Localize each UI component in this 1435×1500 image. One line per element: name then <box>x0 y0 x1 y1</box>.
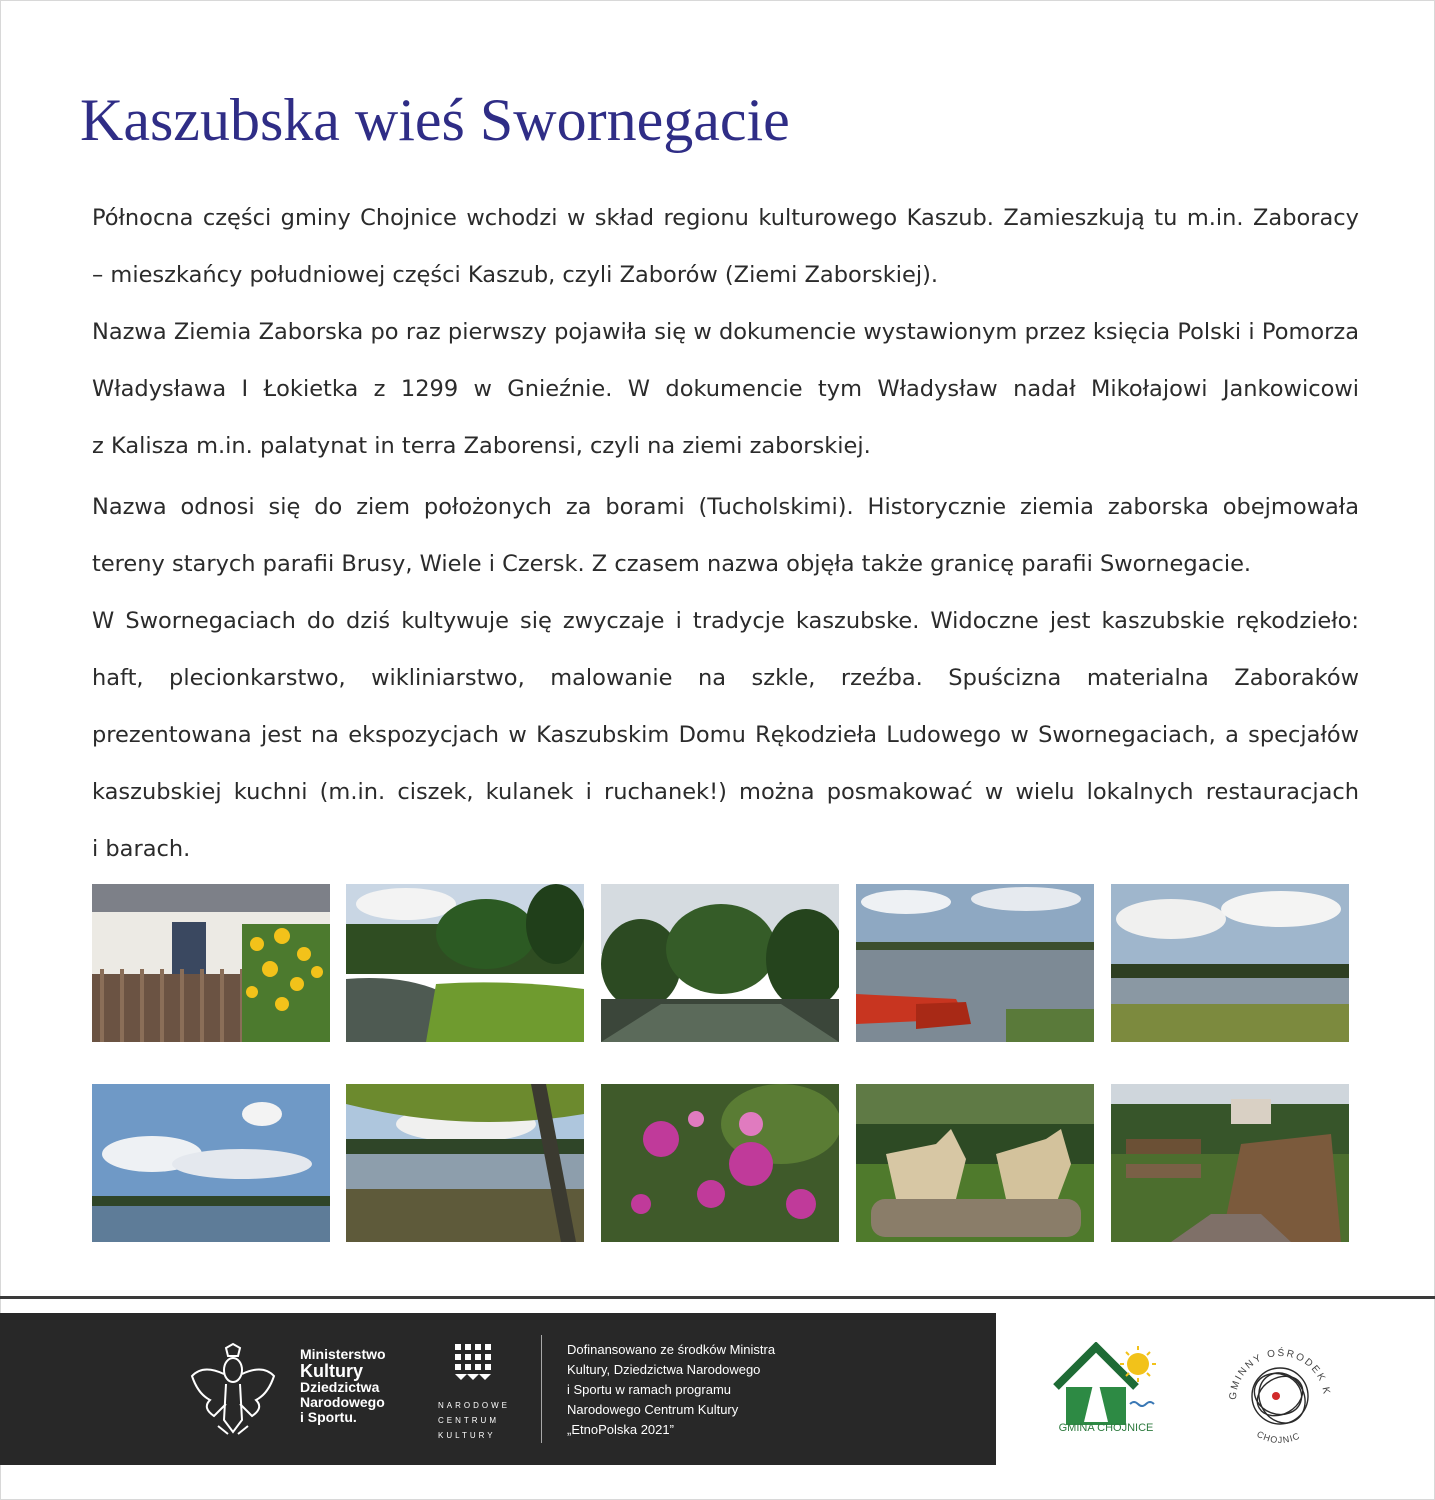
photo-lake-reeds <box>1111 884 1349 1042</box>
text-line: – mieszkańcy południowej części Kaszub, czyli Zaborów (Ziemi Zaborskiej). <box>92 262 939 288</box>
gmina-chojnice-logo <box>1046 1342 1166 1440</box>
funding-line: Narodowego Centrum Kultury <box>567 1402 739 1417</box>
gmina-logo-text: GMINA CHOJNICE <box>1058 1422 1154 1434</box>
nck-line: KULTURY <box>438 1431 496 1440</box>
funding-line: i Sportu w ramach programu <box>567 1382 732 1397</box>
photo-wooden-horses <box>856 1084 1094 1242</box>
text-line: tereny starych parafii Brusy, Wiele i Czersk. Z czasem nazwa objęła także granicę parafii Swornegacie. <box>92 551 1252 577</box>
photo-lake-kayaks <box>856 884 1094 1042</box>
ministry-line: i Sportu. <box>300 1409 357 1425</box>
text-line: Północna części gminy Chojnice wchodzi w skład regionu kulturowego Kaszub. Zamieszkują tu m.in. Zaboracy <box>92 205 1359 231</box>
ministry-line: Kultury <box>300 1361 363 1381</box>
ministry-line: Narodowego <box>300 1394 385 1410</box>
ministry-line: Dziedzictwa <box>300 1379 380 1395</box>
gok-chojnice-logo <box>1222 1336 1338 1452</box>
page-title: Kaszubska wieś Swornegacie <box>80 87 790 153</box>
photo-village-stream <box>601 884 839 1042</box>
funding-line: „EtnoPolska 2021” <box>567 1422 674 1437</box>
svg-text:GMINNY OŚRODEK KULTURY: GMINNY OŚRODEK K <box>1227 1347 1332 1401</box>
text-line: z Kalisza m.in. palatynat in terra Zaborensi, czyli na ziemi zaborskiej. <box>92 433 871 459</box>
photo-cosmos-flowers <box>601 1084 839 1242</box>
text-line: i barach. <box>92 836 191 862</box>
nck-logo-icon <box>453 1342 495 1382</box>
text-line: Nazwa Ziemia Zaborska po raz pierwszy pojawiła się w dokumencie wystawionym przez księcia Polski i Pomorza <box>92 319 1359 345</box>
photo-river <box>346 884 584 1042</box>
text-line: Nazwa odnosi się do ziem położonych za borami (Tucholskimi). Historycznie ziemia zaborska obejmowała <box>92 494 1359 520</box>
text-line: Władysława I Łokietka z 1299 w Gnieźnie. W dokumencie tym Władysław nadał Mikołajowi Jankowicowi <box>92 376 1359 402</box>
photo-footbridge <box>1111 1084 1349 1242</box>
body-text <box>92 190 1359 878</box>
text-line: haft, plecionkarstwo, wikliniarstwo, malowanie na szkle, rzeźba. Spuścizna materialna Zaboraków <box>92 665 1359 691</box>
funding-note <box>567 1340 775 1440</box>
funding-line: Kultury, Dziedzictwa Narodowego <box>567 1362 761 1377</box>
ministry-line: Ministerstwo <box>300 1346 386 1362</box>
nck-name <box>438 1398 510 1443</box>
photo-lake-clouds <box>92 1084 330 1242</box>
eagle-emblem-icon <box>188 1342 278 1438</box>
text-line: prezentowana jest na ekspozycjach w Kaszubskim Domu Rękodzieła Ludowego w Swornegaciach, a specjałów <box>92 722 1359 748</box>
photo-cottage-flowers <box>92 884 330 1042</box>
photo-birch-lake <box>346 1084 584 1242</box>
footer-divider <box>541 1335 542 1443</box>
footer-rule <box>0 1296 1435 1299</box>
gok-seal-icon <box>1222 1336 1338 1452</box>
text-line: kaszubskiej kuchni (m.in. ciszek, kulanek i ruchanek!) można posmakować w wielu lokalnych restauracjach <box>92 779 1359 805</box>
nck-line: NARODOWE <box>438 1401 510 1410</box>
svg-text:CHOJNICE: CHOJNIC <box>1255 1429 1302 1446</box>
funding-line: Dofinansowano ze środków Ministra <box>567 1342 776 1357</box>
text-line: W Swornegaciach do dziś kultywuje się zwyczaje i tradycje kaszubske. Widoczne jest kaszubskie rękodzieło: <box>92 608 1359 634</box>
nck-line: CENTRUM <box>438 1416 499 1425</box>
ministry-name <box>300 1347 386 1425</box>
